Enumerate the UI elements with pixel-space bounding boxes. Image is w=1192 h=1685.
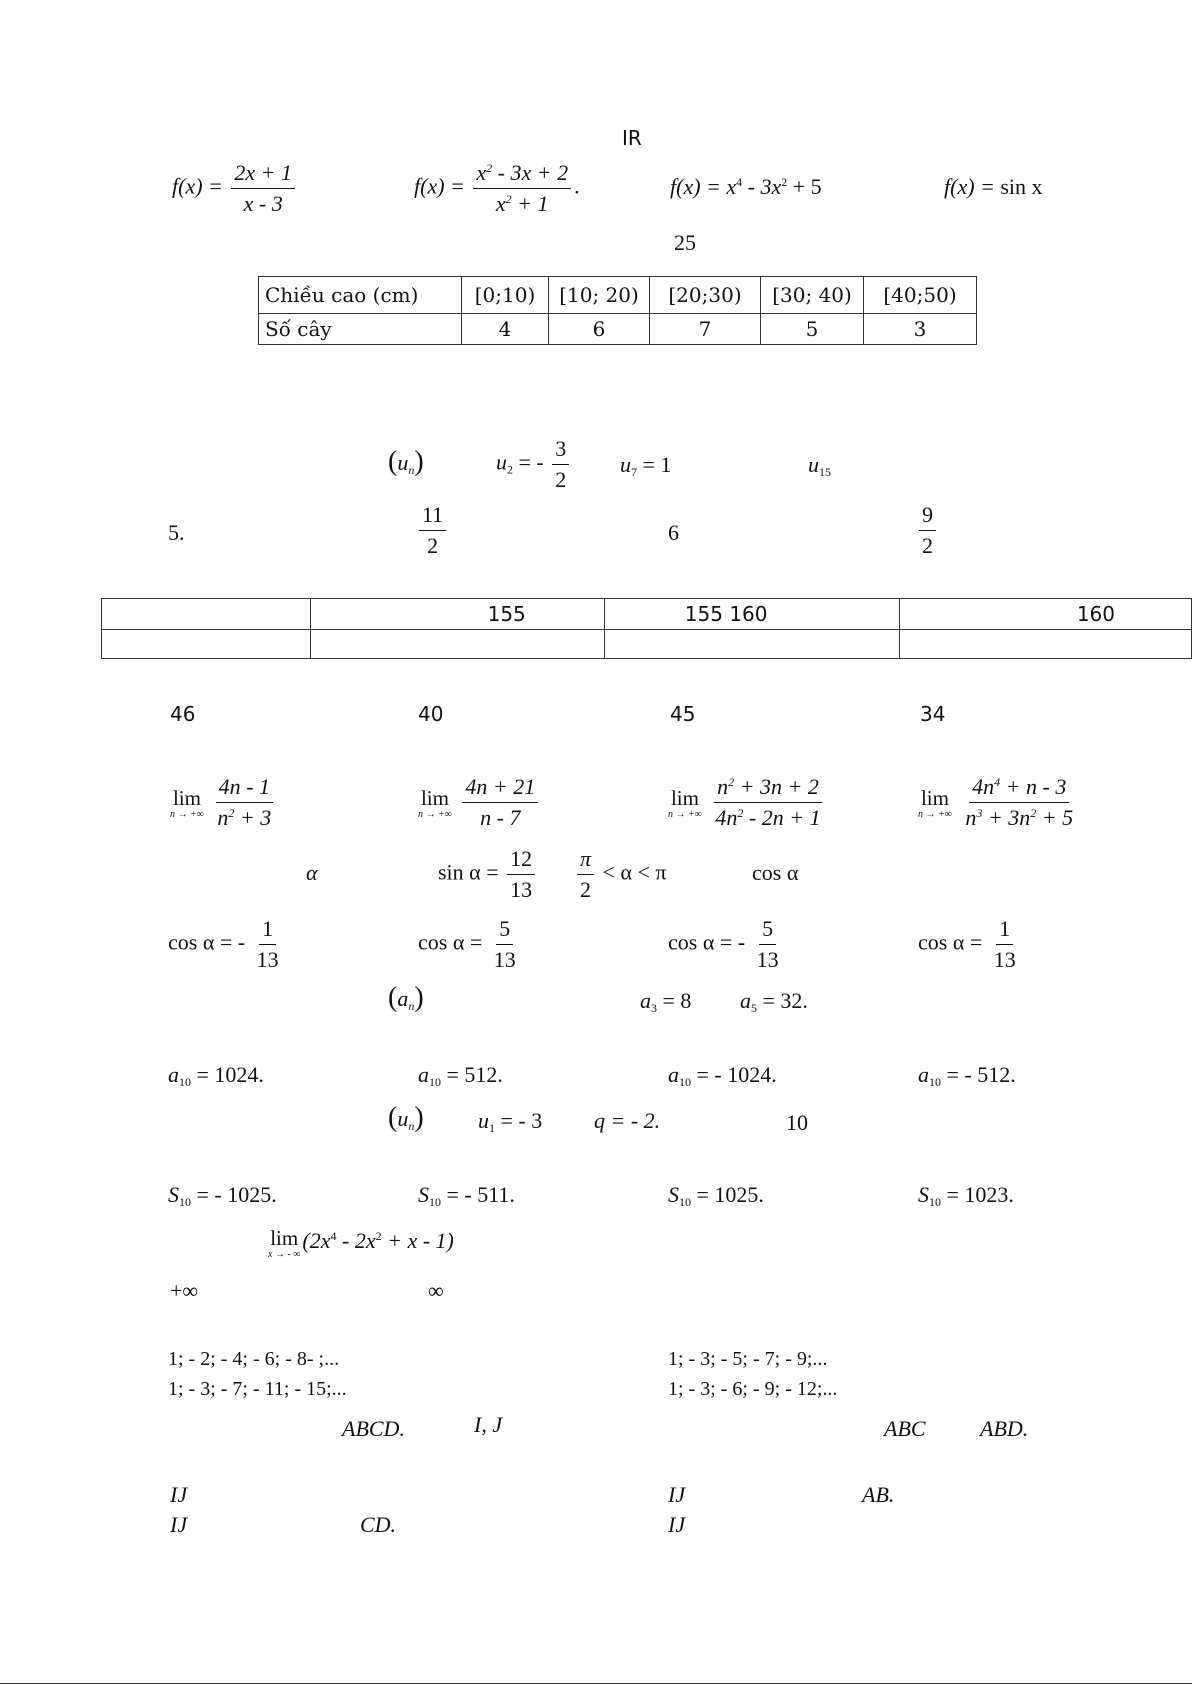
subscript: n [408, 999, 415, 1013]
exponent: 2 [781, 175, 788, 189]
q8-option-a [168, 1182, 277, 1210]
exponent: 2 [375, 1229, 382, 1244]
count-cell: 7 [650, 314, 761, 345]
term-var: a [418, 1062, 429, 1087]
exponent: 2 [1030, 806, 1037, 820]
q5-option-c [668, 774, 827, 831]
term: + x - 1) [381, 1228, 454, 1254]
u7-value [620, 452, 671, 480]
q10-option-c: 1; - 3; - 7; - 11; - 15;... [168, 1378, 347, 1400]
denominator [712, 803, 823, 831]
denominator: 2 [427, 533, 439, 558]
q5-option-b [418, 774, 541, 831]
sequence-an [388, 982, 424, 1014]
sum-value: = 1025. [691, 1182, 764, 1207]
limit-operator [668, 786, 702, 820]
q8-option-c [668, 1182, 764, 1210]
interval-cell: [40;50) [864, 277, 977, 314]
q10-option-b: 1; - 3; - 5; - 7; - 9;... [668, 1348, 828, 1370]
numerator: 4n - 1 [216, 774, 273, 803]
term-var: a [740, 988, 751, 1013]
paren-close: ) [414, 446, 424, 477]
alpha-condition [574, 846, 666, 903]
term: 4n [972, 774, 995, 799]
fraction [231, 160, 295, 217]
table-cell [311, 630, 605, 659]
denominator [962, 803, 1076, 831]
subscript: 10 [429, 1195, 441, 1209]
q8-option-b [418, 1182, 515, 1210]
lim-word: lim [270, 1226, 299, 1250]
lim-word: lim [172, 785, 201, 810]
fraction [991, 916, 1019, 973]
page-bottom-rule [0, 1683, 1192, 1684]
fraction [962, 774, 1076, 831]
term-var: a [168, 1062, 179, 1087]
fraction [919, 502, 936, 559]
q5-option-a [170, 774, 277, 831]
table-cell: 155 [311, 599, 605, 630]
u2-value [496, 436, 572, 493]
q1-option-a [172, 160, 298, 217]
interval-cell: [20;30) [650, 277, 761, 314]
function-lhs: f(x) = [172, 173, 223, 199]
fraction [552, 436, 569, 493]
subscript: 15 [819, 465, 831, 479]
function-lhs: f(x) = [414, 173, 465, 199]
exponent: 3 [976, 806, 983, 820]
numerator [714, 774, 822, 803]
denominator [214, 803, 274, 831]
sequence-var: a [397, 986, 409, 1011]
q1-option-c [670, 174, 822, 200]
term: - 2n + 1 [743, 805, 821, 830]
subscript: n [408, 1119, 415, 1133]
term: + n - 3 [1000, 774, 1067, 799]
term-value: = - 3 [495, 1108, 543, 1133]
numerator: 1 [996, 916, 1013, 945]
term-count: 10 [786, 1110, 808, 1135]
term-value: = - 1024. [691, 1062, 777, 1087]
q6-option-b [418, 916, 522, 973]
sum-var: S [418, 1182, 429, 1207]
term: + 1 [511, 191, 549, 216]
subscript: 10 [179, 1195, 191, 1209]
tetrahedron-name: ABCD. [342, 1416, 405, 1441]
term-value: = 1 [637, 452, 672, 477]
group-table [101, 598, 1192, 659]
q5-option-d [918, 774, 1079, 831]
table-row [102, 630, 1192, 659]
denominator: 13 [256, 947, 279, 972]
term: n [217, 805, 229, 830]
q4-option-c: 45 [670, 702, 696, 726]
numerator: 5 [496, 916, 513, 945]
term: x [476, 160, 487, 185]
term: 4n [715, 805, 738, 830]
term-var: u [496, 449, 507, 475]
term: + 5 [787, 174, 822, 199]
table-header-cell: Chiều cao (cm) [259, 277, 462, 314]
q11-option-c-lhs: IJ [170, 1512, 188, 1537]
denominator: 13 [493, 947, 516, 972]
q7-option-d [918, 1062, 1016, 1090]
interval-cell: [30; 40) [761, 277, 864, 314]
denominator: 13 [756, 947, 779, 972]
exponent: 2 [486, 161, 493, 175]
fraction [507, 846, 535, 903]
lim-word: lim [920, 785, 949, 810]
q7-option-b [418, 1062, 503, 1090]
inequality: < α < π [597, 859, 667, 885]
term-var: a [918, 1062, 929, 1087]
function-lhs: f(x) = [670, 174, 721, 199]
alpha-symbol: α [306, 860, 318, 885]
numerator: 2x + 1 [231, 160, 295, 189]
term-value: = 1024. [191, 1062, 264, 1087]
term-var: u [808, 452, 819, 477]
q10-option-d: 1; - 3; - 6; - 9; - 12;... [668, 1378, 838, 1400]
denominator: x - 3 [243, 191, 283, 216]
limit-operator [170, 786, 204, 820]
term: - 2x [336, 1228, 376, 1254]
q3-option-c: 6 [668, 520, 679, 545]
table-row [102, 599, 1192, 630]
term-var: u [478, 1108, 489, 1133]
q9-option-b: ∞ [428, 1278, 444, 1303]
table-row [259, 277, 977, 314]
denominator [493, 189, 552, 217]
table-cell [102, 599, 311, 630]
numerator: π [577, 846, 594, 875]
denominator: 2 [555, 467, 567, 492]
term-var: a [640, 988, 651, 1013]
subscript: 5 [751, 1001, 757, 1015]
q4-option-a: 46 [170, 702, 196, 726]
midpoints-ij: I, J [474, 1412, 503, 1437]
lim-word: lim [670, 785, 699, 810]
paren-open: ( [388, 446, 398, 477]
sum-value: = 1023. [941, 1182, 1014, 1207]
exponent: 2 [228, 806, 235, 820]
lim-word: lim [420, 785, 449, 810]
sequence-var: u [397, 450, 409, 475]
lim-subscript: n → +∞ [170, 808, 204, 820]
count-cell: 6 [549, 314, 650, 345]
count-cell: 3 [864, 314, 977, 345]
table-cell [900, 630, 1192, 659]
subscript: 1 [489, 1121, 495, 1135]
table-cell: 160 [900, 599, 1192, 630]
subscript: 3 [651, 1001, 657, 1015]
subscript: n [408, 463, 415, 477]
q8-option-d [918, 1182, 1014, 1210]
fraction [473, 160, 571, 217]
q7-option-a [168, 1062, 264, 1090]
term: - 3x [742, 174, 782, 199]
sequence-un [388, 446, 424, 478]
q9-option-a: +∞ [170, 1278, 199, 1303]
term: x [726, 174, 737, 199]
exponent: 2 [505, 192, 512, 206]
term: + 3n + 2 [734, 774, 819, 799]
lim-subscript: x → - ∞ [268, 1249, 301, 1260]
subscript: 10 [179, 1075, 191, 1089]
exponent: 4 [994, 775, 1001, 789]
sequence-un-geo [388, 1102, 424, 1134]
cos-lhs: cos α = [418, 929, 483, 955]
term: + 3n [982, 805, 1031, 830]
height-frequency-table [258, 276, 977, 345]
cos-ask: cos α [752, 860, 799, 885]
limit-operator [418, 786, 452, 820]
function-rhs: sin x [1000, 174, 1043, 199]
denominator: 13 [510, 877, 533, 902]
table-row [259, 314, 977, 345]
equals-sign: = - [513, 449, 544, 475]
a5-value [740, 988, 808, 1016]
q11-option-b-lhs: IJ [668, 1482, 686, 1507]
exponent: 4 [736, 175, 743, 189]
q4-option-b: 40 [418, 702, 444, 726]
count-cell: 4 [462, 314, 549, 345]
term-value: = - 512. [941, 1062, 1016, 1087]
exponent: 2 [728, 775, 735, 789]
term: + 3 [234, 805, 272, 830]
limit-operator [268, 1226, 300, 1260]
term: (2x [302, 1228, 331, 1254]
table-cell: 155 160 [604, 599, 900, 630]
denominator: 2 [922, 533, 933, 558]
q11-option-d: IJ [668, 1512, 686, 1537]
subscript: 7 [631, 465, 637, 479]
term: x [495, 191, 506, 216]
function-lhs: f(x) = [944, 174, 995, 199]
sum-value: = - 511. [441, 1182, 515, 1207]
numerator [473, 160, 571, 189]
fraction [462, 774, 538, 831]
q6-option-c [668, 916, 785, 973]
fraction [577, 846, 594, 903]
fraction [491, 916, 519, 973]
cos-lhs: cos α = - [668, 929, 746, 955]
q3-option-a: 5. [168, 520, 185, 545]
subscript: 10 [679, 1195, 691, 1209]
sum-var: S [168, 1182, 179, 1207]
exponent: 4 [330, 1229, 337, 1244]
term-value: = 512. [441, 1062, 503, 1087]
period: . [574, 173, 580, 199]
term-var: u [620, 452, 631, 477]
lim-subscript: n → +∞ [418, 808, 452, 820]
table-cell [102, 630, 311, 659]
q3-option-b [416, 502, 449, 559]
numerator: 9 [919, 502, 936, 531]
sum-value: = - 1025. [191, 1182, 277, 1207]
term-value: = 32. [757, 988, 808, 1013]
face-abd: ABD. [980, 1416, 1029, 1441]
numerator [969, 774, 1069, 803]
table-cell [604, 630, 900, 659]
cos-lhs: cos α = - [168, 929, 246, 955]
term-value: = 8 [657, 988, 692, 1013]
numerator: 4n + 21 [462, 774, 538, 803]
subscript: 10 [429, 1075, 441, 1089]
numerator: 1 [259, 916, 276, 945]
sum-var: S [918, 1182, 929, 1207]
q3-option-d [916, 502, 939, 559]
term: n [717, 774, 729, 799]
paren-open: ( [388, 1102, 398, 1133]
table-row-label: Số cây [259, 314, 462, 345]
q1-option-b [414, 160, 580, 217]
lim-subscript: n → +∞ [918, 808, 952, 820]
sin-lhs: sin α = [438, 859, 499, 885]
subscript: 2 [507, 462, 513, 477]
subscript: 10 [929, 1075, 941, 1089]
cos-lhs: cos α = [918, 929, 983, 955]
fraction [214, 774, 274, 831]
fraction [712, 774, 823, 831]
term: + 5 [1036, 805, 1074, 830]
term: n [965, 805, 977, 830]
limit-expression [268, 1226, 454, 1260]
numerator: 3 [552, 436, 569, 465]
q11-option-c-rhs: CD. [360, 1512, 397, 1537]
numerator: 12 [507, 846, 535, 875]
limit-operator [918, 786, 952, 820]
denominator: n - 7 [480, 805, 521, 830]
q11-option-a: IJ [170, 1482, 188, 1507]
exponent: 2 [737, 806, 744, 820]
fraction [754, 916, 782, 973]
paren-close: ) [414, 982, 424, 1013]
denominator: 2 [580, 877, 592, 902]
u15-term [808, 452, 831, 480]
subscript: 10 [679, 1075, 691, 1089]
denominator: 13 [993, 947, 1016, 972]
count-cell: 5 [761, 314, 864, 345]
q7-option-c [668, 1062, 777, 1090]
fraction [419, 502, 446, 559]
subscript: 10 [929, 1195, 941, 1209]
sample-size: 25 [674, 230, 696, 255]
numerator: 11 [419, 502, 446, 531]
lim-subscript: n → +∞ [668, 808, 702, 820]
u1-value [478, 1108, 542, 1136]
q10-option-a: 1; - 2; - 4; - 6; - 8- ;... [168, 1348, 340, 1370]
sequence-var: u [397, 1106, 409, 1131]
term: - 3x + 2 [492, 160, 569, 185]
q4-option-d: 34 [920, 702, 946, 726]
face-abc: ABC [884, 1416, 926, 1441]
q11-option-b-rhs: AB. [862, 1482, 895, 1507]
q6-option-d [918, 916, 1022, 973]
a3-value [640, 988, 691, 1016]
sin-given [438, 846, 538, 903]
interval-cell: [10; 20) [549, 277, 650, 314]
paren-close: ) [414, 1102, 424, 1133]
term-var: a [668, 1062, 679, 1087]
interval-cell: [0;10) [462, 277, 549, 314]
q6-option-a [168, 916, 285, 973]
ratio-q: q = - 2. [594, 1108, 661, 1133]
fraction [254, 916, 282, 973]
numerator: 5 [759, 916, 776, 945]
real-set-symbol: IR [622, 126, 642, 150]
sum-var: S [668, 1182, 679, 1207]
q1-option-d [944, 174, 1043, 200]
paren-open: ( [388, 982, 398, 1013]
